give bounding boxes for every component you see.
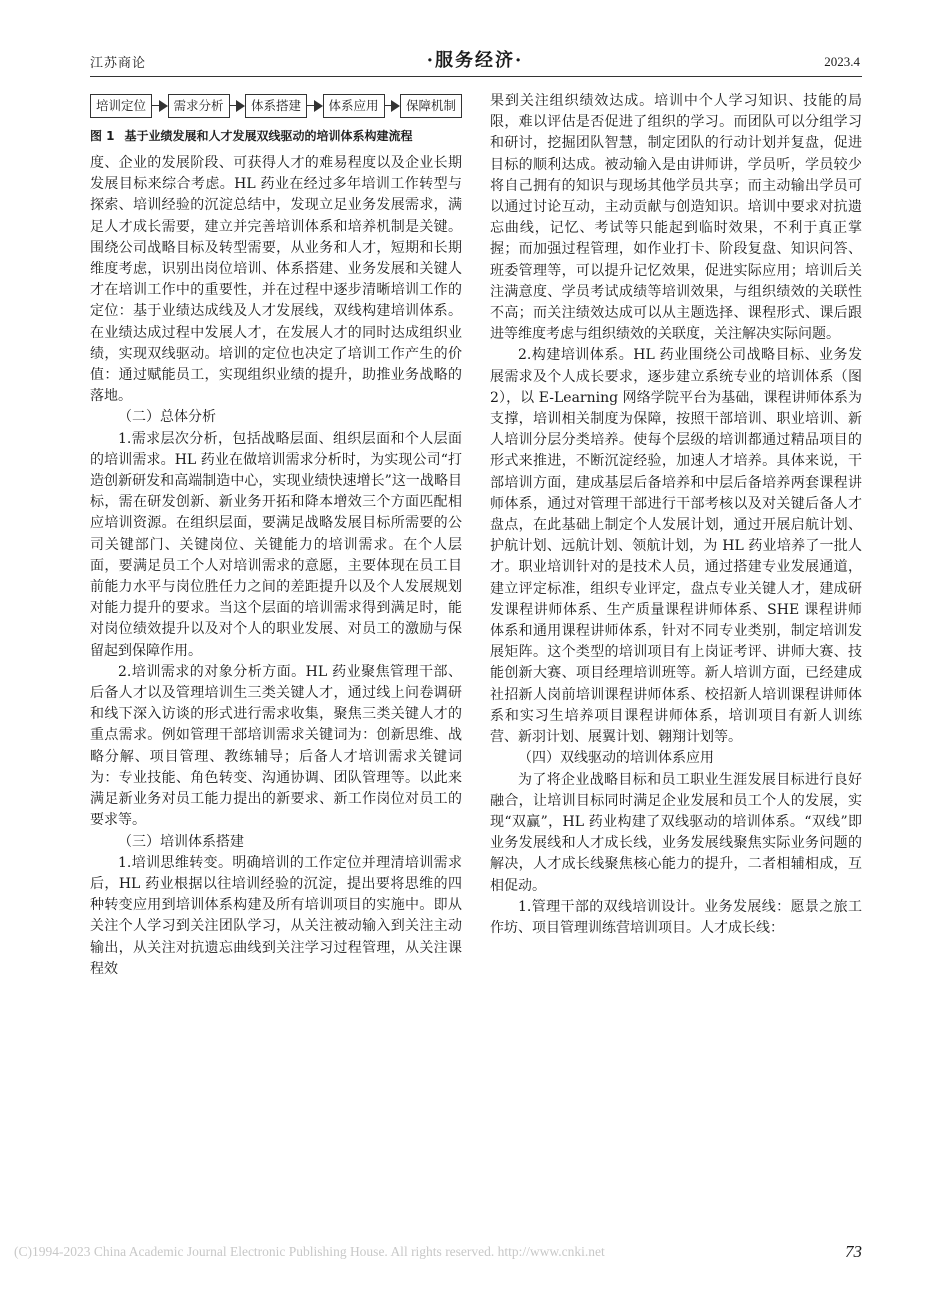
- header-rule: [90, 76, 862, 77]
- paragraph: 2.培训需求的对象分析方面。HL 药业聚焦管理干部、后备人才以及管理培训生三类关键人才，通过线上问卷调研和线下深入访谈的形式进行需求收集，聚焦三类关键人才的重点需求。例如管理干部培训需求关键词为：创新思维、战略分解、项目管理、教练辅导；后备人才培训需求关键词为：专业技能、角色转变、沟通协调、团队管理等。以此来满足新业务对员工能力提出的新要求、新工作岗位对员工的要求等。: [90, 663, 462, 829]
- flow-arrow-icon: [385, 95, 400, 117]
- flow-step-4: 体系应用: [323, 94, 385, 118]
- paragraph: 1.培训思维转变。明确培训的工作定位并理清培训需求后，HL 药业根据以往培训经验的沉淀，提出要将思维的四种转变应用到培训体系构建及所有培训项目的实施中。即从关注个人学习到关注团队学习，从关注被动输入到关注主动输出，从关注对抗遗忘曲线到关注学习过程管理，从关注课程效: [90, 854, 462, 977]
- paragraph: 1.管理干部的双线培训设计。业务发展线：愿景之旅工作坊、项目管理训练营培训项目。人才成长线：: [490, 898, 862, 936]
- flow-arrow-icon: [230, 95, 245, 117]
- figure-caption-number: 图 1: [90, 129, 115, 143]
- figure-caption: [90, 127, 462, 144]
- flow-arrow-icon: [152, 95, 167, 117]
- issue-number: 2023.4: [824, 54, 860, 69]
- journal-name: 江苏商论: [90, 56, 147, 71]
- paragraph: 度、企业的发展阶段、可获得人才的难易程度以及企业长期发展目标来综合考虑。HL 药业在经过多年培训工作转型与探索、培训经验的沉淀总结中，发现立足业务发展需求，满足人才成长需要，建立并完善培训体系和培养机制是关键。围绕公司战略目标及转型需要，从业务和人才，短期和长期维度考虑，识别出岗位培训、体系搭建、业务发展和关键人才在培训工作中的重要性，并在过程中逐步清晰培训工作的定位：基于业绩达成线及人才发展线，双线构建培训体系。在业绩达成过程中发展人才，在发展人才的同时达成组织业绩，实现双线驱动。培训的定位也决定了培训工作产生的价值：通过赋能员工，实现组织业绩的提升，助推业务战略的落地。: [90, 155, 462, 405]
- copyright-notice: (C)1994-2023 China Academic Journal Electronic Publishing House. All rights reserved. http://www.cnki.net: [14, 1244, 605, 1259]
- section-heading: （三）培训体系搭建: [118, 833, 244, 850]
- flow-step-1: 培训定位: [90, 94, 152, 118]
- figure-caption-text: 基于业绩发展和人才发展双线驱动的培训体系构建流程: [124, 129, 413, 143]
- page-number: 73: [845, 1242, 862, 1261]
- paragraph: 2.构建培训体系。HL 药业围绕公司战略目标、业务发展需求及个人成长要求，逐步建立系统专业的培训体系（图 2），以 E-Learning 网络学院平台为基础，课程讲师体系为支撑，培训相关制度为保障，按照干部培训、职业培训、新人培训分层分类培养。使每个层级的培训都通过精品项目的形式来推进，不断沉淀经验，加速人才培养。具体来说，干部培训方面，建成基层后备培养和中层后备培养两套课程讲师体系，通过对管理干部进行干部考核以及对关键后备人才盘点，在此基础上制定个人发展计划，通过开展启航计划、护航计划、远航计划、领航计划，为 HL 药业培养了一批人才。职业培训针对的是技术人员，通过搭建专业发展通道，建立评定标准，组织专业评定，盘点专业关键人才，建成研发课程讲师体系、生产质量课程讲师体系、SHE 课程讲师体系和通用课程讲师体系，针对不同专业类别，制定培训发展矩阵。这个类型的培训项目有上岗证考评、讲师大赛、技能创新大赛、项目经理培训班等。新人培训方面，已经建成社招新人岗前培训课程讲师体系、校招新人培训课程讲师体系和实习生培养项目课程讲师体系，培训项目有新人训练营、新羽计划、展翼计划、翱翔计划等。: [490, 347, 862, 746]
- flow-step-3: 体系搭建: [245, 94, 307, 118]
- flow-step-5: 保障机制: [400, 94, 462, 118]
- flow-step-2: 需求分析: [168, 94, 230, 118]
- section-heading: （二）总体分析: [118, 409, 216, 426]
- left-column: [90, 153, 462, 980]
- section-title: ·服务经济·: [426, 50, 524, 71]
- right-column: [490, 91, 862, 939]
- paragraph: 为了将企业战略目标和员工职业生涯发展目标进行良好融合，让培训目标同时满足企业发展和员工个人的发展，实现“双赢”，HL 药业构建了双线驱动的培训体系。“双线”即业务发展线和人才成长线，业务发展线聚焦实际业务问题的解决，人才成长线聚焦核心能力的提升，二者相辅相成，互相促动。: [490, 771, 862, 894]
- flow-arrow-icon: [307, 95, 322, 117]
- running-header: [0, 0, 950, 80]
- section-heading: （四）双线驱动的培训体系应用: [518, 750, 714, 767]
- flowchart-figure: [90, 93, 462, 119]
- paragraph: 1.需求层次分析，包括战略层面、组织层面和个人层面的培训需求。HL 药业在做培训需求分析时，为实现公司“打造创新研发和高端制造中心，实现业绩快速增长”这一战略目标，需在研发创新、新业务开拓和降本增效三个方面匹配相应培训资源。在组织层面，要满足战略发展目标所需要的公司关键部门、关键岗位、关键能力的培训需求。在个人层面，要满足员工个人对培训需求的意愿，主要体现在员工目前能力水平与岗位胜任力之间的差距提升以及个人发展规划对能力提升的要求。当这个层面的培训需求得到满足时，能对岗位绩效提升以及对个人的职业发展、对员工的激励与保留起到保障作用。: [90, 430, 462, 659]
- paragraph: 果到关注组织绩效达成。培训中个人学习知识、技能的局限，难以评估是否促进了组织的学习。而团队可以分组学习和研讨，挖掘团队智慧，制定团队的行动计划并复盘，促进目标的顺利达成。被动输入是由讲师讲，学员听，学员较少将自己拥有的知识与现场其他学员共享；而主动输出学员可以通过讨论互动，主动贡献与创造知识。培训中要求对抗遗忘曲线，记忆、考试等只能起到临时效果，不利于真正掌握；而加强过程管理，如作业打卡、阶段复盘、知识问答、班委管理等，可以提升记忆效果，促进实际应用；培训后关注满意度、学员考试成绩等培训效果，与组织绩效的关联性不高；而关注绩效达成可以从主题选择、课程形式、课后跟进等维度考虑与组织绩效的关联度，关注解决实际问题。: [490, 93, 862, 343]
- page-footer: [0, 1242, 950, 1266]
